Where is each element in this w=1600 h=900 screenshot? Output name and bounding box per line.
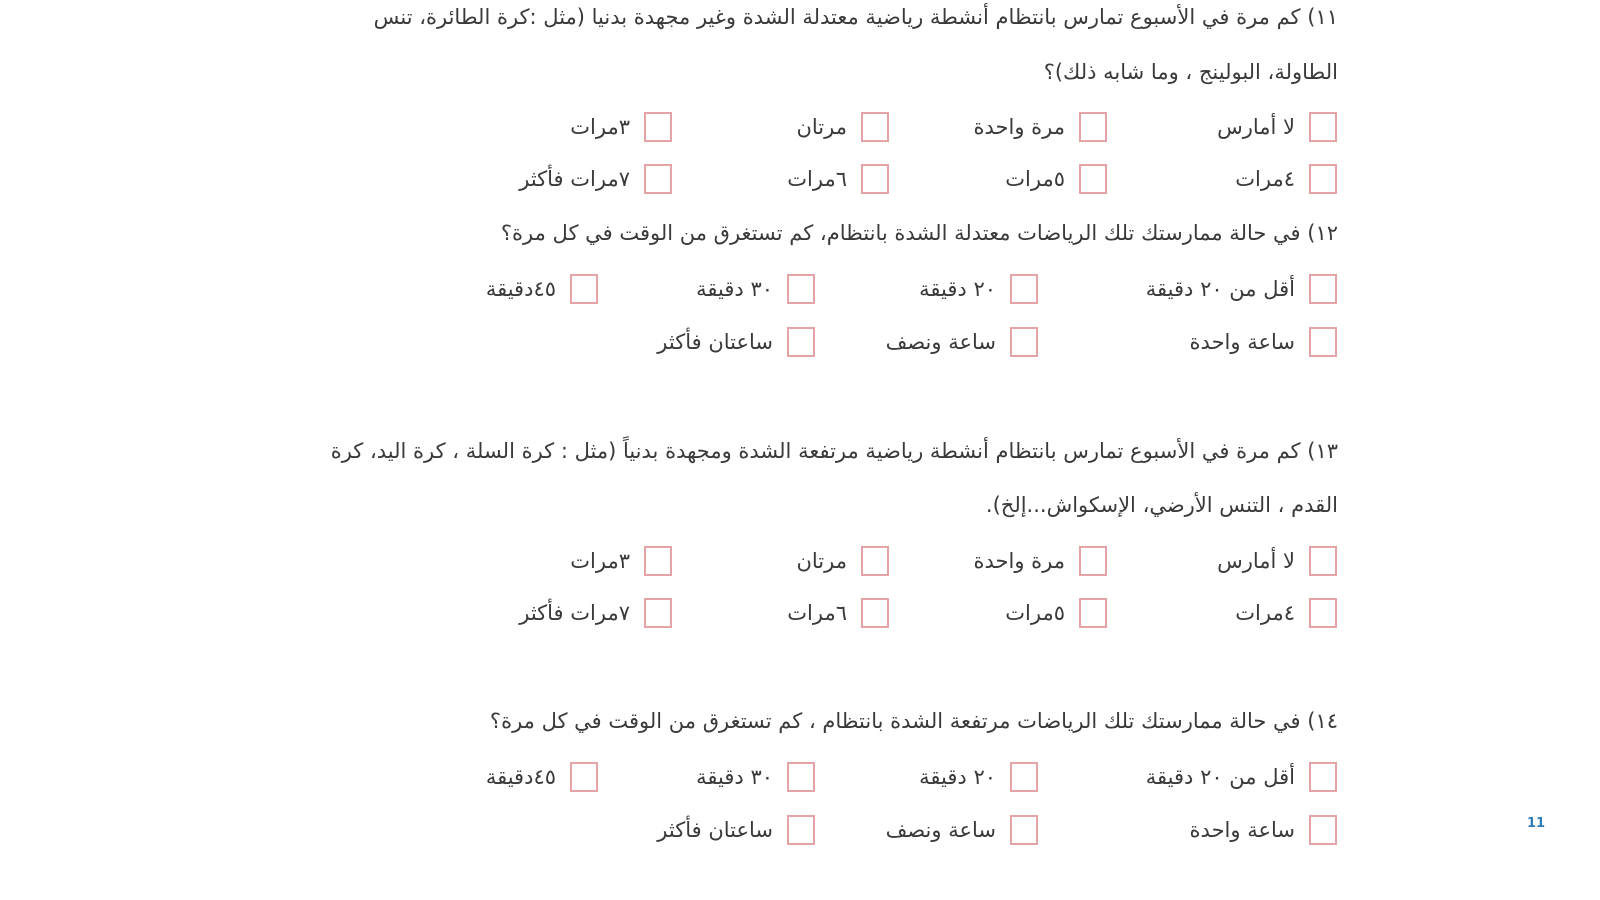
q13-option-6-times[interactable]: ٦مرات <box>787 596 889 630</box>
q13-option-none[interactable]: لا أمارس <box>1217 544 1337 578</box>
q12-option-20-min[interactable]: ٢٠ دقيقة <box>919 272 1038 306</box>
checkbox[interactable] <box>1010 815 1038 845</box>
q14-option-under-20[interactable]: أقل من ٢٠ دقيقة <box>1146 760 1337 794</box>
checkbox[interactable] <box>644 164 672 194</box>
checkbox[interactable] <box>1309 164 1337 194</box>
q12-option-1-hour[interactable]: ساعة واحدة <box>1190 325 1337 359</box>
q14-option-1.5-hours[interactable]: ساعة ونصف <box>886 813 1038 847</box>
checkbox[interactable] <box>1010 762 1038 792</box>
checkbox[interactable] <box>787 274 815 304</box>
q13-option-4-times[interactable]: ٤مرات <box>1235 596 1337 630</box>
q14-option-1-hour[interactable]: ساعة واحدة <box>1190 813 1337 847</box>
q11-option-4-times[interactable]: ٤مرات <box>1235 162 1337 196</box>
checkbox[interactable] <box>570 274 598 304</box>
q11-option-7-plus[interactable]: ٧مرات فأكثر <box>519 162 672 196</box>
q11-option-5-times[interactable]: ٥مرات <box>1005 162 1107 196</box>
q11-option-none[interactable]: لا أمارس <box>1217 110 1337 144</box>
q11-option-3-times[interactable]: ٣مرات <box>570 110 672 144</box>
question-14-line-1: ١٤) في حالة ممارستك تلك الرياضات مرتفعة الشدة بانتظام ، كم تستغرق من الوقت في كل مرة؟ <box>489 709 1338 733</box>
question-11-line-1: ١١) كم مرة في الأسبوع تمارس بانتظام أنشطة رياضية معتدلة الشدة وغير مجهدة بدنيا (مثل :كرة الطائرة، تنس <box>373 5 1338 29</box>
q12-option-30-min[interactable]: ٣٠ دقيقة <box>696 272 815 306</box>
question-12-line-1: ١٢) في حالة ممارستك تلك الرياضات معتدلة الشدة بانتظام، كم تستغرق من الوقت في كل مرة؟ <box>500 221 1338 245</box>
page-number: 11 <box>1527 816 1546 831</box>
q13-option-5-times[interactable]: ٥مرات <box>1005 596 1107 630</box>
checkbox[interactable] <box>1309 762 1337 792</box>
q14-option-30-min[interactable]: ٣٠ دقيقة <box>696 760 815 794</box>
checkbox[interactable] <box>1309 112 1337 142</box>
q13-option-3-times[interactable]: ٣مرات <box>570 544 672 578</box>
checkbox[interactable] <box>787 327 815 357</box>
question-13-line-2: القدم ، التنس الأرضي، الإسكواش...إلخ). <box>985 493 1338 517</box>
q13-option-once[interactable]: مرة واحدة <box>974 544 1108 578</box>
checkbox[interactable] <box>644 598 672 628</box>
checkbox[interactable] <box>1010 274 1038 304</box>
q12-option-under-20[interactable]: أقل من ٢٠ دقيقة <box>1146 272 1337 306</box>
checkbox[interactable] <box>1079 112 1107 142</box>
question-11-line-2: الطاولة، البولينج ، وما شابه ذلك)؟ <box>1043 60 1338 84</box>
q11-option-twice[interactable]: مرتان <box>796 110 889 144</box>
q12-option-1.5-hours[interactable]: ساعة ونصف <box>886 325 1038 359</box>
q11-option-6-times[interactable]: ٦مرات <box>787 162 889 196</box>
q14-option-20-min[interactable]: ٢٠ دقيقة <box>919 760 1038 794</box>
checkbox[interactable] <box>1309 327 1337 357</box>
q14-option-2-plus-hours[interactable]: ساعتان فأكثر <box>657 813 815 847</box>
checkbox[interactable] <box>861 546 889 576</box>
checkbox[interactable] <box>787 815 815 845</box>
checkbox[interactable] <box>1309 815 1337 845</box>
q13-option-7-plus[interactable]: ٧مرات فأكثر <box>519 596 672 630</box>
checkbox[interactable] <box>1309 546 1337 576</box>
checkbox[interactable] <box>570 762 598 792</box>
q14-option-45-min[interactable]: ٤٥دقيقة <box>486 760 598 794</box>
checkbox[interactable] <box>644 546 672 576</box>
question-13-line-1: ١٣) كم مرة في الأسبوع تمارس بانتظام أنشطة رياضية مرتفعة الشدة ومجهدة بدنياً (مثل : كرة السلة ، كرة اليد، كرة <box>330 439 1338 463</box>
checkbox[interactable] <box>1079 598 1107 628</box>
checkbox[interactable] <box>1079 164 1107 194</box>
checkbox[interactable] <box>861 164 889 194</box>
q11-option-once[interactable]: مرة واحدة <box>974 110 1108 144</box>
checkbox[interactable] <box>1309 598 1337 628</box>
q12-option-2-plus-hours[interactable]: ساعتان فأكثر <box>657 325 815 359</box>
checkbox[interactable] <box>1079 546 1107 576</box>
checkbox[interactable] <box>1309 274 1337 304</box>
q13-option-twice[interactable]: مرتان <box>796 544 889 578</box>
checkbox[interactable] <box>644 112 672 142</box>
checkbox[interactable] <box>787 762 815 792</box>
q12-option-45-min[interactable]: ٤٥دقيقة <box>486 272 598 306</box>
checkbox[interactable] <box>861 112 889 142</box>
checkbox[interactable] <box>861 598 889 628</box>
checkbox[interactable] <box>1010 327 1038 357</box>
